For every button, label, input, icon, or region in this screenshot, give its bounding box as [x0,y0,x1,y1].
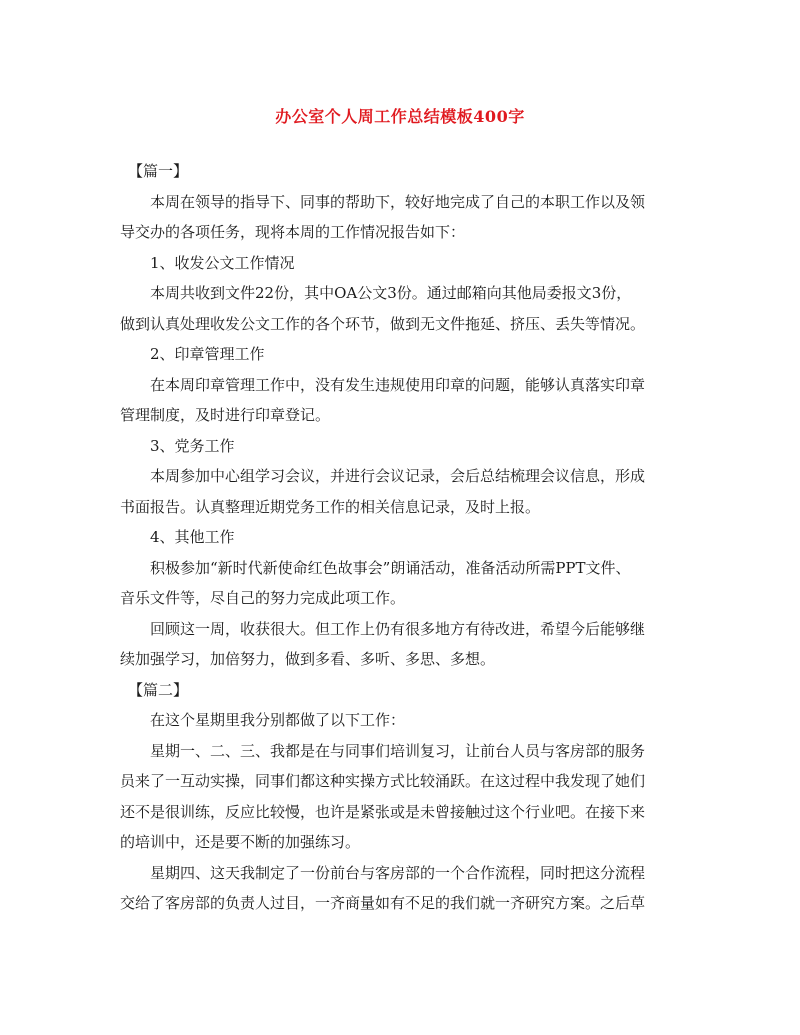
paragraph-line: 书面报告。认真整理近期党务工作的相关信息记录，及时上报。 [120,497,541,516]
section-heading: 【篇一】 [128,162,189,180]
paragraph-line: 音乐文件等，尽自己的努力完成此项工作。 [120,589,406,607]
paragraph-line: 交给了客房部的负责人过目，一齐商量如有不足的我们就一齐研究方案。之后草 [120,894,646,912]
paragraph-line: 续加强学习，加倍努力，做到多看、多听、多思、多想。 [120,650,496,668]
subheading-line: 1、收发公文工作情况 [150,253,295,272]
paragraph-line: 回顾这一周，收获很大。但工作上仍有很多地方有待改进，希望今后能够继 [150,619,646,638]
paragraph-line: 员来了一互动实操，同事们都这种实操方式比较涌跃。在这过程中我发现了她们 [120,772,646,790]
paragraph-line: 的培训中，还是要不断的加强练习。 [120,833,361,851]
paragraph-line: 星期四、这天我制定了一份前台与客房部的一个合作流程，同时把这分流程 [150,863,646,882]
paragraph-line: 还不是很训练，反应比较慢，也许是紧张或是未曾接触过这个行业吧。在接下来 [120,802,646,821]
section-heading: 【篇二】 [128,680,189,699]
paragraph-line: 本周共收到文件22份，其中OA公文3份。通过邮箱向其他局委报文3份， [150,284,632,302]
paragraph-line: 本周在领导的指导下、同事的帮助下，较好地完成了自己的本职工作以及领 [150,192,646,211]
document-body [120,156,680,919]
paragraph-line: 本周参加中心组学习会议，并进行会议记录，会后总结梳理会议信息，形成 [150,467,646,485]
subheading-line: 3、党务工作 [150,436,235,455]
paragraph-line: 在本周印章管理工作中，没有发生违规使用印章的问题，能够认真落实印章 [150,375,646,394]
subheading-line: 4、其他工作 [150,528,235,546]
document-title: 办公室个人周工作总结模板400字 [275,107,525,126]
paragraph-line: 在这个星期里我分别都做了以下工作： [150,711,406,729]
paragraph-line: 积极参加“新时代新使命红色故事会”朗诵活动，准备活动所需PPT文件、 [150,558,631,577]
paragraph-line: 导交办的各项任务，现将本周的工作情况报告如下： [120,223,466,241]
paragraph-line: 做到认真处理收发公文工作的各个环节，做到无文件拖延、挤压、丢失等情况。 [120,314,646,333]
paragraph-line: 星期一、二、三、我都是在与同事们培训复习，让前台人员与客房部的服务 [150,741,646,760]
subheading-line: 2、印章管理工作 [150,345,265,363]
paragraph-line: 管理制度，及时进行印章登记。 [120,406,331,424]
